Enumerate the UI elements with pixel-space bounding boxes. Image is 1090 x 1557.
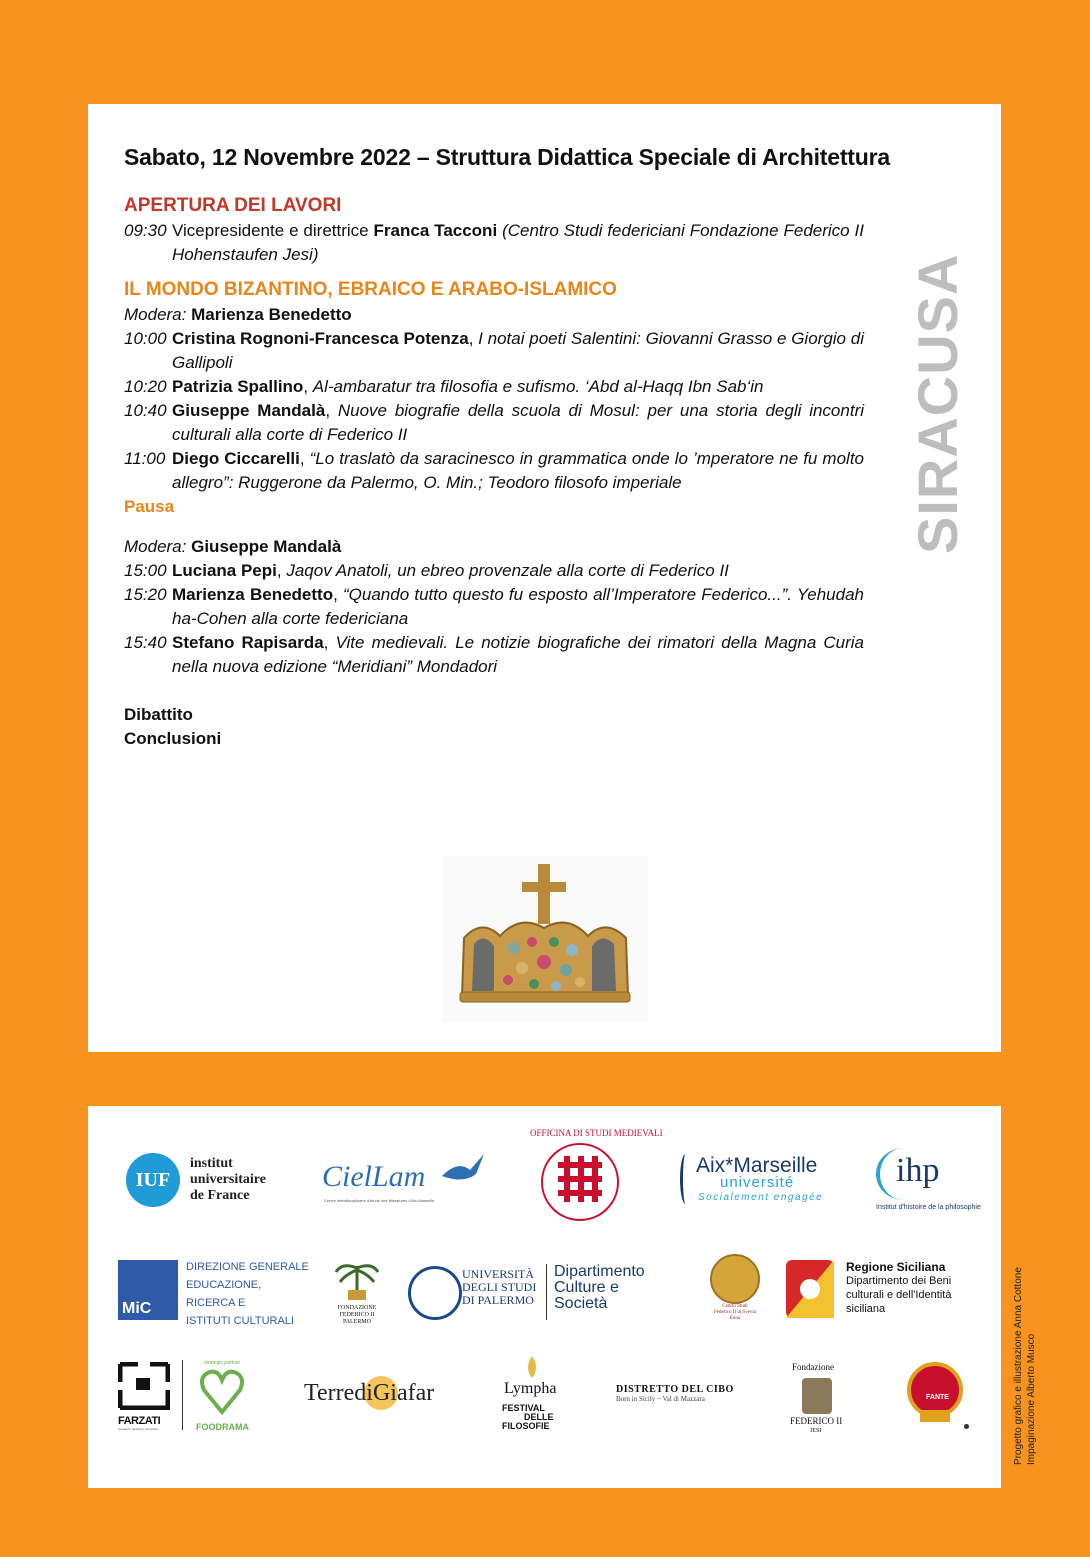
partner-logos-panel <box>88 1106 1001 1488</box>
bird-icon <box>440 1152 486 1186</box>
centro-studi-enna-logo <box>704 1254 766 1328</box>
drop-icon <box>524 1356 540 1378</box>
ciellam-name: CielLam <box>322 1160 426 1193</box>
coin-icon <box>710 1254 760 1304</box>
speaker-name: Diego Ciccarelli <box>172 449 300 468</box>
trinacria-icon <box>784 1258 836 1320</box>
foodrama-logo <box>182 1360 258 1436</box>
speaker-name: Giuseppe Mandalà <box>172 401 326 420</box>
time-label: 15:40 <box>124 633 167 652</box>
heart-icon <box>200 1368 244 1416</box>
dip-line: Culture e <box>554 1279 619 1296</box>
ihp-name: ihp <box>896 1152 940 1189</box>
regione-line: culturali e dell'Identità <box>846 1289 952 1301</box>
talk-row: 15:00 Luciana Pepi, Jaqov Anatoli, un ebreo provenzale alla corte di Federico II <box>124 559 864 583</box>
dip-line: Società <box>554 1295 608 1312</box>
lympha-name: Lympha <box>504 1380 557 1397</box>
foodrama-top: strategic partner <box>204 1360 241 1366</box>
regione-siciliana-logo <box>784 1258 984 1322</box>
section-heading-session1: IL MONDO BIZANTINO, EBRAICO E ARABO-ISLAMICO <box>124 279 617 300</box>
lympha-logo <box>498 1356 568 1440</box>
page-title: Sabato, 12 Novembre 2022 – Struttura Didattica Speciale di Architettura <box>124 144 890 170</box>
talk-row: 15:20 Marienza Benedetto, “Quando tutto questo fu esposto all’Imperatore Federico...”. Yehudah ha-Cohen alla corte federiciana <box>124 585 864 628</box>
speaker-name: Patrizia Spallino <box>172 377 304 396</box>
programme-content <box>124 193 864 751</box>
time-label: 15:20 <box>124 585 167 604</box>
credits-line: Progetto grafico e illustrazione Anna Cottone <box>1013 1267 1024 1465</box>
speaker-name: Stefano Rapisarda <box>172 633 324 652</box>
moderator-line <box>124 303 864 327</box>
iuf-line: universitaire <box>190 1172 266 1187</box>
dibattito-label: Dibattito <box>124 705 193 724</box>
farzati-name: FARZATI <box>118 1415 161 1427</box>
mic-mark: MiC <box>118 1260 178 1320</box>
time-label: 10:40 <box>124 401 167 420</box>
jesi-top: Fondazione <box>792 1362 834 1372</box>
role-text: Vicepresidente e direttrice <box>172 221 374 240</box>
unipa-logo <box>408 1264 538 1320</box>
talk-row: 10:40 Giuseppe Mandalà, Nuove biografie della scuola di Mosul: per una storia degli incontri culturali alla corte di Federico II <box>124 401 865 444</box>
iuf-line: de France <box>190 1188 250 1203</box>
terre-name: TerrediGiafar <box>304 1380 435 1406</box>
cs-line: Enna <box>729 1316 741 1321</box>
time-label: 11:00 <box>124 449 166 468</box>
cs-line: Federico II di Svevia <box>713 1310 757 1315</box>
moderator-name: Giuseppe Mandalà <box>191 537 342 556</box>
fond-line: FEDERICO II <box>339 1312 375 1318</box>
moderator-line <box>124 535 864 559</box>
farzati-mark-icon <box>118 1362 170 1410</box>
fante-name: FANTE <box>926 1394 949 1401</box>
pause-label: Pausa <box>124 497 175 516</box>
time-label: 10:00 <box>124 329 167 348</box>
unipa-line: DEGLI STUDI <box>462 1280 537 1294</box>
ihp-logo <box>876 1146 981 1216</box>
farzati-logo <box>118 1362 178 1434</box>
conclusioni-label: Conclusioni <box>124 729 222 748</box>
amu-line1: Aix*Marseille <box>696 1154 818 1177</box>
mic-line: EDUCAZIONE, <box>186 1279 262 1291</box>
talk-row: 15:40 Stefano Rapisarda, Vite medievali. Le notizie biografiche dei rimatori della Magna Curia nella nuova edizione “Meridiani” Mondadori <box>124 633 865 676</box>
fond-line: PALERMO <box>342 1319 372 1325</box>
speaker-name: Franca Tacconi <box>373 221 498 240</box>
unipa-line: DI PALERMO <box>462 1293 534 1307</box>
talk-title: “Quando tutto questo fu esposto all’Imperatore Federico...”. Yehudah ha-Cohen alla corte federiciana <box>172 585 864 628</box>
iuf-logo <box>126 1150 286 1210</box>
amu-line2: université <box>720 1174 795 1191</box>
lympha-line: DELLE <box>524 1412 554 1422</box>
moderator-name: Marienza Benedetto <box>191 305 352 324</box>
unipa-line: UNIVERSITÀ <box>462 1267 534 1281</box>
talk-title: “Lo traslatò da saracinesco in grammatica onde lo ’mperatore ne fu molto allegro”: Ruggerone da Palermo, O. Min.; Teodoro filosofo imperiale <box>172 449 864 492</box>
talk-title: Jaqov Anatoli, un ebreo provenzale alla corte di Federico II <box>286 561 729 580</box>
speaker-name: Cristina Rognoni-Francesca Potenza <box>172 329 469 348</box>
moderator-label: Modera: <box>124 537 187 556</box>
mic-line: DIREZIONE GENERALE <box>186 1261 309 1273</box>
talk-row: 10:00 Cristina Rognoni-Francesca Potenza, I notai poeti Salentini: Giovanni Grasso e Giorgio di Gallipoli <box>124 329 864 372</box>
regione-line: Dipartimento dei Beni <box>846 1275 952 1287</box>
moderator-label: Modera: <box>124 305 187 324</box>
section-heading-apertura: APERTURA DEI LAVORI <box>124 195 342 216</box>
foodrama-name: FOODRAMA <box>196 1422 249 1432</box>
talk-row: 11:00 Diego Ciccarelli, “Lo traslatò da saracinesco in grammatica onde lo ’mperatore ne fu molto allegro”: Ruggerone da Palermo, O. Min.; Teodoro filosofo imperiale <box>124 449 864 492</box>
ihp-subtitle: Institut d'histoire de la philosophie <box>876 1204 981 1211</box>
speaker-name: Luciana Pepi <box>172 561 277 580</box>
time-label: 15:00 <box>124 561 167 580</box>
mic-line: ISTITUTI CULTURALI <box>186 1315 294 1327</box>
distretto-cibo-logo <box>616 1384 766 1414</box>
regione-line: Regione Siciliana <box>846 1260 946 1274</box>
affiliation-text: (Centro Studi federiciani Fondazione Federico II Hohenstaufen Jesi) <box>172 221 864 264</box>
apertura-row <box>124 219 864 267</box>
officina-name: OFFICINA DI STUDI MEDIEVALI <box>530 1128 663 1138</box>
lympha-line: FILOSOFIE <box>502 1421 550 1431</box>
fondazione-palermo-logo <box>332 1256 382 1326</box>
dipartimento-logo <box>554 1264 684 1320</box>
amu-logo <box>680 1152 840 1212</box>
programme-panel <box>88 104 1001 1052</box>
jesi-city: JESI <box>810 1428 822 1434</box>
unipa-seal-icon <box>408 1266 462 1320</box>
regione-line: siciliana <box>846 1303 886 1315</box>
distretto-sub: Born in Sicily ~ Val di Mazzara <box>616 1395 705 1403</box>
talk-title: I notai poeti Salentini: Giovanni Grasso e Giorgio di Gallipoli <box>172 329 864 372</box>
terre-di-giafar-logo <box>304 1376 454 1418</box>
credits-vertical <box>1012 1255 1038 1465</box>
cs-line: Centro Studi <box>722 1304 748 1309</box>
iuf-mark: IUF <box>126 1153 180 1207</box>
talk-title: Al-ambaratur tra filosofia e sufismo. ‘Abd al-Haqq Ibn Sab‘in <box>312 377 764 396</box>
fante-logo <box>906 1362 972 1434</box>
crown-illustration <box>442 856 648 1022</box>
jesi-bottom: FEDERICO II <box>790 1416 843 1426</box>
talk-title: Vite medievali. Le notizie biografiche dei rimatori della Magna Curia nella nuova edizione “Meridiani” Mondadori <box>172 633 865 676</box>
mic-logo <box>118 1258 314 1327</box>
ciellam-logo <box>320 1152 490 1208</box>
talk-row: 10:20 Patrizia Spallino, Al-ambaratur tra filosofia e sufismo. ‘Abd al-Haqq Ibn Sab‘in <box>124 375 864 399</box>
talk-title: Nuove biografie della scuola di Mosul: per una storia degli incontri culturali alla corte di Federico II <box>172 401 865 444</box>
iuf-line: institut <box>190 1156 233 1171</box>
time-label: 09:30 <box>124 221 167 240</box>
city-vertical-label: SIRACUSA <box>906 253 969 554</box>
mic-line: RICERCA E <box>186 1297 246 1309</box>
distretto-name: DISTRETTO DEL CIBO <box>616 1384 734 1395</box>
credits-line: Impaginazione Alberto Musco <box>1026 1333 1037 1465</box>
officina-emblem-icon <box>518 1126 642 1232</box>
lympha-line: FESTIVAL <box>502 1403 545 1413</box>
eagle-icon <box>802 1378 832 1414</box>
amu-line3: Socialement engagée <box>698 1192 824 1203</box>
dip-line: Dipartimento <box>554 1263 645 1280</box>
speaker-name: Marienza Benedetto <box>172 585 334 604</box>
ciellam-subtitle: Centre interdisciplinaire d'étude des littératures d'Aix-Marseille <box>324 1198 435 1203</box>
fondazione-jesi-logo <box>778 1362 858 1438</box>
fond-line: FONDAZIONE <box>337 1305 377 1311</box>
farzati-sub: research | develop | innovation <box>118 1427 159 1431</box>
officina-logo <box>518 1126 663 1232</box>
time-label: 10:20 <box>124 377 167 396</box>
palm-icon <box>332 1256 382 1300</box>
